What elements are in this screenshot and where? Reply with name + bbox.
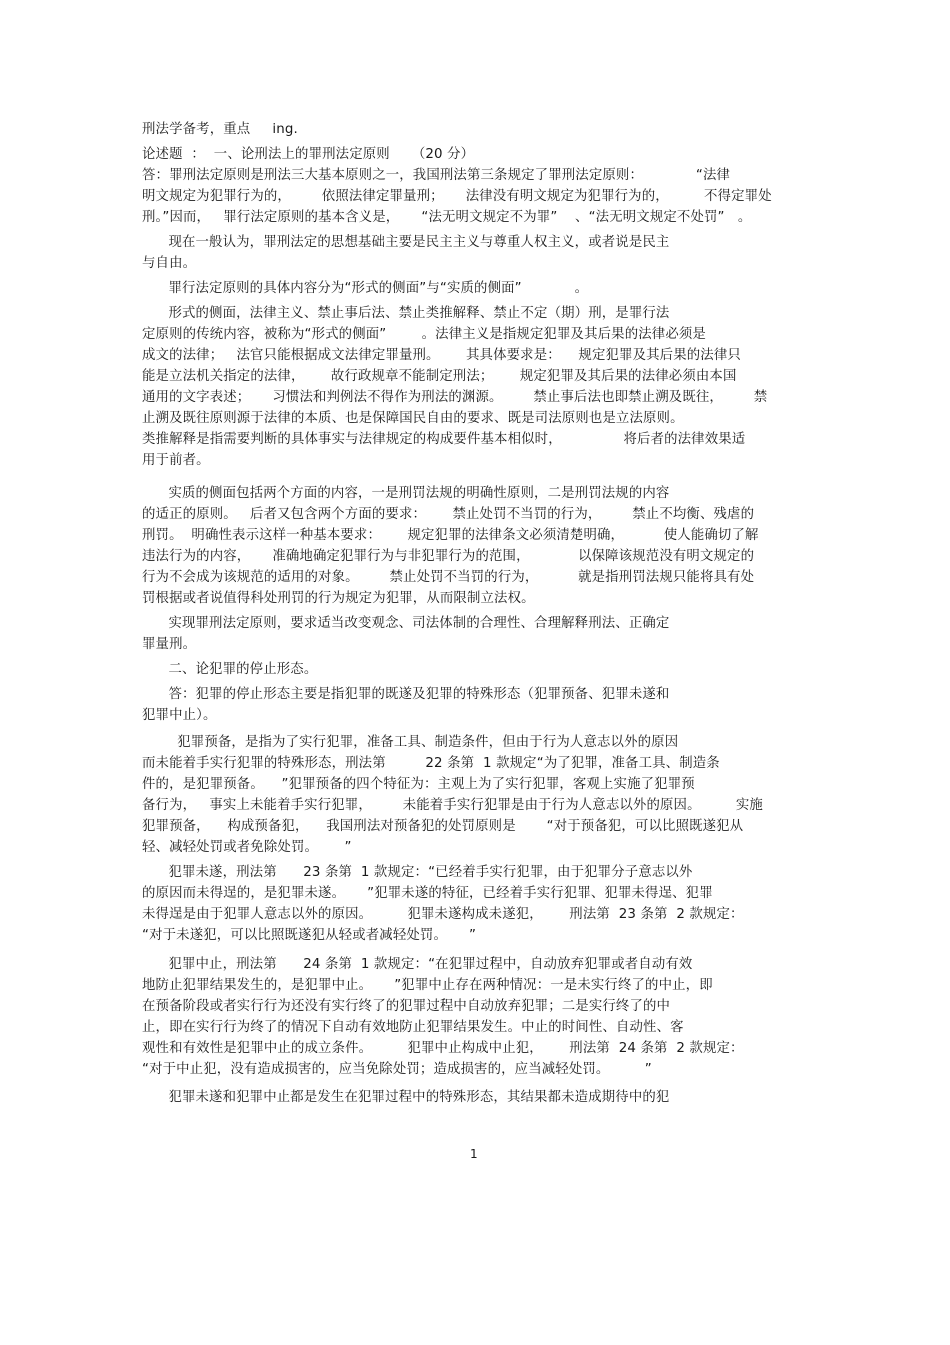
- text-line: 类推解释是指需要判断的具体事实与法律规定的构成要件基本相似时， 将后者的法律效果适: [142, 432, 746, 447]
- text-line: 备行为， 事实上未能着手实行犯罪， 未能着手实行犯罪是由于行为人意志以外的原因。 实施: [142, 798, 763, 813]
- text-line: 论述题 ： 一、论刑法上的罪刑法定原则 （20 分）: [142, 147, 475, 162]
- text-line: 止，即在实行行为终了的情况下自动有效地防止犯罪结果发生。中止的时间性、自动性、客: [142, 1020, 684, 1035]
- text-line: 观性和有效性是犯罪中止的成立条件。 犯罪中止构成中止犯， 刑法第 24 条第 2 款规定：: [142, 1041, 744, 1056]
- text-line: 能是立法机关指定的法律， 故行政规章不能制定刑法； 规定犯罪及其后果的法律必须由本国: [142, 369, 737, 384]
- text-line: 的原因而未得逞的，是犯罪未遂。 ”犯罪未遂的特征，已经着手实行犯罪、犯罪未得逞、犯罪: [142, 886, 713, 901]
- text-line: 罚根据或者说值得科处刑罚的行为规定为犯罪，从而限制立法权。: [142, 591, 535, 606]
- text-line: 用于前者。: [142, 453, 210, 468]
- text-line: 罪量刑。: [142, 637, 197, 652]
- text-line: 件的，是犯罪预备。 ”犯罪预备的四个特征为：主观上为了实行犯罪，客观上实施了犯罪预: [142, 777, 695, 792]
- text-line: 刑。”因而， 罪行法定原则的基本含义是， “法无明文规定不为罪” 、“法无明文规定不处罚” 。: [142, 210, 752, 225]
- text-line: 明文规定为犯罪行为的， 依照法律定罪量刑； 法律没有明文规定为犯罪行为的， 不得定罪处: [142, 189, 772, 204]
- text-line: 在预备阶段或者实行行为还没有实行终了的犯罪过程中自动放弃犯罪；二是实行终了的中: [142, 999, 671, 1014]
- text-line: 轻、减轻处罚或者免除处罚。 ”: [142, 840, 352, 855]
- text-line: 的适正的原则。 后者又包含两个方面的要求： 禁止处罚不当罚的行为， 禁止不均衡、残虐的: [142, 507, 755, 522]
- text-line: 罪行法定原则的具体内容分为“形式的侧面”与“实质的侧面” 。: [142, 281, 589, 296]
- text-line: 与自由。: [142, 256, 197, 271]
- text-line: 成文的法律； 法官只能根据成文法律定罪量刑。 其具体要求是： 规定犯罪及其后果的法律只: [142, 348, 741, 363]
- text-line: 而未能着手实行犯罪的特殊形态，刑法第 22 条第 1 款规定“为了犯罪，准备工具、制造条: [142, 756, 720, 771]
- text-line: 现在一般认为，罪刑法定的思想基础主要是民主主义与尊重人权主义，或者说是民主: [142, 235, 670, 250]
- text-line: 违法行为的内容， 准确地确定犯罪行为与非犯罪行为的范围， 以保障该规范没有明文规定的: [142, 549, 755, 564]
- text-line: 犯罪预备，是指为了实行犯罪，准备工具、制造条件，但由于行为人意志以外的原因: [142, 735, 679, 750]
- text-line: 地防止犯罪结果发生的，是犯罪中止。 ”犯罪中止存在两种情况：一是未实行终了的中止，即: [142, 978, 713, 993]
- text-line: 未得逞是由于犯罪人意志以外的原因。 犯罪未遂构成未遂犯， 刑法第 23 条第 2 款规定：: [142, 907, 744, 922]
- text-line: 犯罪预备， 构成预备犯， 我国刑法对预备犯的处罚原则是 “对于预备犯，可以比照既遂犯从: [142, 819, 744, 834]
- text-line: “对于未遂犯，可以比照既遂犯从轻或者减轻处罚。 ”: [142, 928, 477, 943]
- text-line: 二、论犯罪的停止形态。: [142, 662, 318, 677]
- text-line: 通用的文字表述； 习惯法和判例法不得作为刑法的渊源。 禁止事后法也即禁止溯及既往， 禁: [142, 390, 768, 405]
- text-line: 定原则的传统内容，被称为“形式的侧面” 。法律主义是指规定犯罪及其后果的法律必须是: [142, 327, 706, 342]
- text-line: 犯罪中止）。: [142, 708, 217, 723]
- text-line: 犯罪未遂，刑法第 23 条第 1 款规定：“已经着手实行犯罪，由于犯罪分子意志以外: [142, 865, 693, 880]
- text-line: 犯罪中止，刑法第 24 条第 1 款规定：“在犯罪过程中，自动放弃犯罪或者自动有效: [142, 957, 693, 972]
- text-line: 刑法学备考，重点 ing.: [142, 122, 298, 137]
- text-line: 止溯及既往原则源于法律的本质、也是保障国民自由的要求、既是司法原则也是立法原则。: [142, 411, 684, 426]
- text-line: 刑罚。 明确性表示这样一种基本要求： 规定犯罪的法律条文必须清楚明确， 使人能确切了解: [142, 528, 759, 543]
- text-line: 行为不会成为该规范的适用的对象。 禁止处罚不当罚的行为， 就是指刑罚法规只能将具有处: [142, 570, 755, 585]
- text-line: “对于中止犯，没有造成损害的，应当免除处罚；造成损害的，应当减轻处罚。 ”: [142, 1062, 652, 1077]
- text-line: 答：犯罪的停止形态主要是指犯罪的既遂及犯罪的特殊形态（犯罪预备、犯罪未遂和: [142, 687, 670, 702]
- text-line: 形式的侧面，法律主义、禁止事后法、禁止类推解释、禁止不定（期）刑，是罪行法: [142, 306, 670, 321]
- page-number: 1: [470, 1147, 478, 1161]
- text-line: 答：罪刑法定原则是刑法三大基本原则之一，我国刑法第三条规定了罪刑法定原则： “法律: [142, 168, 731, 183]
- text-line: 犯罪未遂和犯罪中止都是发生在犯罪过程中的特殊形态，其结果都未造成期待中的犯: [142, 1090, 670, 1105]
- text-line: 实现罪刑法定原则，要求适当改变观念、司法体制的合理性、合理解释刑法、正确定: [142, 616, 670, 631]
- text-line: 实质的侧面包括两个方面的内容，一是刑罚法规的明确性原则，二是刑罚法规的内容: [142, 486, 670, 501]
